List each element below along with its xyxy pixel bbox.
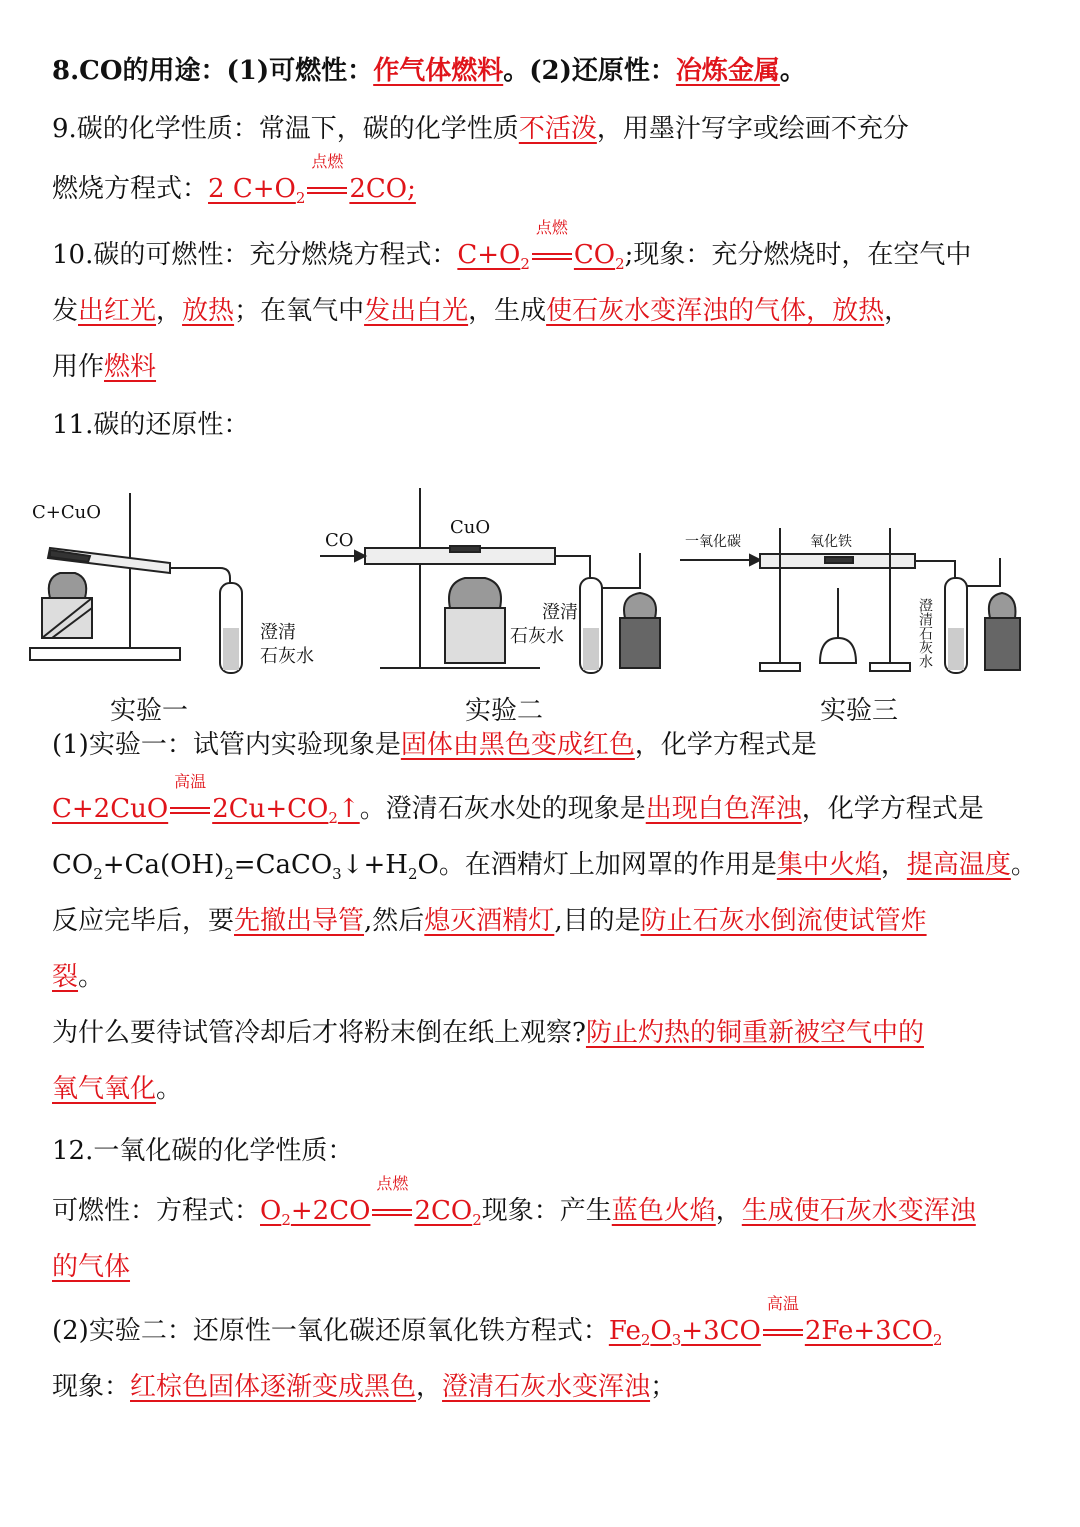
exp3-liquid-label: 澄清石灰水: [917, 598, 933, 668]
eq-p2-left3: +3CO: [681, 1316, 761, 1346]
s12-t1: 可燃性：方程式：: [52, 1196, 261, 1226]
eq-12-condition: [370, 1174, 414, 1228]
p1-t8: ↓+H: [341, 850, 408, 880]
eq-12-left2: +2CO: [290, 1196, 371, 1226]
exp2-apparatus: [320, 488, 660, 673]
eq-10-left: C+O: [457, 240, 521, 270]
answer-p1-8b: 氧气氧化: [52, 1074, 157, 1104]
p1-t10: ，: [880, 850, 907, 880]
answer-p1-3: 集中火焰: [776, 850, 881, 880]
exp2-reagent-label: CuO: [450, 517, 491, 538]
item-10-line3: [52, 350, 156, 384]
answer-9-1: 不活泼: [518, 114, 597, 144]
equation-12: $O_2+2CO$ 点燃 $2CO_2$: [260, 1174, 482, 1230]
equation-p2: $Fe_2O_3+3CO$ 高温 $2Fe+3CO_2$: [608, 1294, 943, 1350]
eq-p2-condition: [761, 1294, 805, 1348]
eq-12-right: 2CO: [414, 1196, 473, 1226]
p1-line5: [52, 960, 104, 994]
eq-10-condition: [530, 218, 574, 272]
answer-p1-7b: 裂: [52, 962, 79, 992]
answer-p2-1: 红棕色固体逐渐变成黑色: [130, 1372, 417, 1402]
item-11-title: 11.碳的还原性：: [52, 410, 250, 440]
answer-8-1: 作气体燃料: [373, 56, 504, 86]
answer-10-2: 放热: [182, 296, 235, 326]
p1-t16: 为什么要待试管冷却后才将粉末倒在纸上观察?: [52, 1018, 586, 1048]
t10f: 用作: [52, 352, 105, 382]
p1-line4: [52, 904, 927, 938]
answer-12-2: 生成使石灰水变浑浊: [741, 1196, 976, 1226]
eq-p2-right: 2Fe+3CO: [804, 1316, 933, 1346]
p1-t2: ，化学方程式是: [634, 730, 817, 760]
item-9-text-end: ，用墨汁写字或绘画不充分: [596, 114, 909, 144]
item-10-line2: [52, 294, 910, 328]
item-8: [52, 54, 806, 88]
t10e: ，: [884, 296, 911, 326]
item-9-text: 9.碳的化学性质：常温下，碳的化学性质: [52, 114, 519, 144]
answer-10-5: 燃料: [104, 352, 157, 382]
eq-10-cond-text: 点燃: [535, 218, 568, 237]
item-8-text: 8.CO的用途：(1)可燃性：: [52, 56, 374, 86]
t10c: ；在氧气中: [234, 296, 365, 326]
s12-t2: 现象：产生: [481, 1196, 612, 1226]
exp1-label: C+CuO: [32, 502, 101, 523]
p1-line2: [52, 772, 984, 828]
caption-exp3: 实验三: [820, 696, 899, 726]
eq-9-right: 2CO;: [349, 174, 416, 204]
item-9-line2: [52, 152, 416, 208]
p1-t15: 。: [78, 962, 105, 992]
p1-t7: =CaCO: [233, 850, 333, 880]
exp1-liquid-label-2: 石灰水: [260, 646, 314, 667]
answer-12-1: 蓝色火焰: [611, 1196, 716, 1226]
p1-line3: $CO_2+Ca(OH)_2=CaCO_3↓+H_2O$。在酒精灯上加网罩的作用是集中火焰，提高温度。: [52, 850, 1037, 884]
answer-p2-2: 澄清石灰水变浑浊: [442, 1372, 651, 1402]
eq-12-cond-text: 点燃: [376, 1174, 409, 1193]
equation-p1: C+2CuO 高温 $2Cu+CO_2↑$: [52, 772, 360, 828]
p1-line6: [52, 1016, 924, 1050]
eq-p1-arrow: ↑: [337, 794, 360, 824]
eq-10-right: CO: [573, 240, 616, 270]
p1-t9: O。在酒精灯上加网罩的作用是: [417, 850, 777, 880]
answer-p1-2: 出现白色浑浊: [645, 794, 802, 824]
p2-t4: ；: [650, 1372, 677, 1402]
p2-t2: 现象：: [52, 1372, 131, 1402]
eq-p2-left: Fe: [608, 1316, 641, 1346]
equation-9: 2 $C+O_2$ 点燃 2CO;: [208, 152, 416, 208]
equation-10: $C+O_2$ 点燃 $CO_2$: [457, 218, 625, 274]
item-10-line1: [52, 218, 972, 274]
p1-line7: [52, 1072, 182, 1106]
eq-p1-left: C+2CuO: [52, 794, 169, 824]
s12-t3: ，: [715, 1196, 742, 1226]
p1-t12: 反应完毕后，要: [52, 906, 235, 936]
answer-p1-8: 防止灼热的铜重新被空气中的: [585, 1018, 924, 1048]
t10b: ，: [156, 296, 183, 326]
p1-t6: +Ca(OH): [102, 850, 225, 880]
answer-8-2: 冶炼金属: [675, 56, 780, 86]
caption-exp2: 实验二: [465, 696, 544, 726]
eq-12-left: O: [260, 1196, 282, 1226]
p1-line1: [52, 728, 817, 762]
t10a: 发: [52, 296, 79, 326]
item-8-mid: 。(2)还原性：: [503, 56, 676, 86]
exp2-liquid-label-2: 石灰水: [510, 626, 564, 647]
caption-exp1: 实验一: [110, 696, 189, 726]
item-12-line2: [52, 1174, 976, 1230]
p2-t1: (2)实验二：还原性一氧化碳还原氧化铁方程式：: [52, 1316, 609, 1346]
exp2-gas-label: CO: [325, 530, 354, 551]
eq-9-condition: [305, 152, 349, 206]
answer-p1-5: 先撤出导管: [234, 906, 365, 936]
item-12-title: 12.一氧化碳的化学性质：: [52, 1136, 354, 1166]
eq-p2-left2: O: [650, 1316, 672, 1346]
item-12-line3: [52, 1250, 130, 1284]
p1-t13: ,然后: [364, 906, 425, 936]
p2-line2: [52, 1370, 676, 1404]
eq-p1-right: 2Cu+CO: [212, 794, 329, 824]
p1-t11: 。: [1010, 850, 1037, 880]
eq-9-cond-text: 点燃: [311, 152, 344, 171]
p1-t4: ，化学方程式是: [801, 794, 984, 824]
t10d: ，生成: [468, 296, 547, 326]
eq-p2-cond-text: 高温: [766, 1294, 799, 1313]
eq-9-left: 2 C+O: [208, 174, 296, 204]
answer-p1-6: 熄灭酒精灯: [424, 906, 555, 936]
p1-t5: CO: [52, 850, 94, 880]
p1-t1: (1)实验一：试管内实验现象是: [52, 730, 401, 760]
answer-10-3: 发出白光: [364, 296, 469, 326]
answer-10-4: 使石灰水变浑浊的气体，放热: [546, 296, 885, 326]
p1-t14: ,目的是: [554, 906, 641, 936]
exp3-reagent-label: 氧化铁: [810, 534, 852, 550]
item-10-text: 10.碳的可燃性：充分燃烧方程式：: [52, 240, 458, 270]
answer-p1-1: 固体由黑色变成红色: [400, 730, 635, 760]
item-8-end: 。: [779, 56, 806, 86]
p2-t3: ，: [416, 1372, 443, 1402]
answer-p1-4: 提高温度: [906, 850, 1011, 880]
item-9-eq-label: 燃烧方程式：: [52, 174, 209, 204]
exp1-liquid-label-1: 澄清: [260, 622, 296, 643]
p1-t3: 。澄清石灰水处的现象是: [359, 794, 646, 824]
exp3-gas-label: 一氧化碳: [685, 534, 741, 550]
answer-12-2b: 的气体: [52, 1252, 131, 1282]
p1-t17: 。: [156, 1074, 183, 1104]
item-10-text-end: ;现象：充分燃烧时，在空气中: [624, 240, 972, 270]
experiment-figure: [20, 478, 1060, 683]
answer-10-1: 出红光: [78, 296, 157, 326]
exp2-liquid-label-1: 澄清: [542, 602, 578, 623]
eq-p1-cond-text: 高温: [174, 772, 207, 791]
eq-p1-condition: [168, 772, 212, 826]
answer-p1-7: 防止石灰水倒流使试管炸: [640, 906, 927, 936]
p2-line1: [52, 1294, 943, 1350]
item-9-line1: [52, 112, 909, 146]
